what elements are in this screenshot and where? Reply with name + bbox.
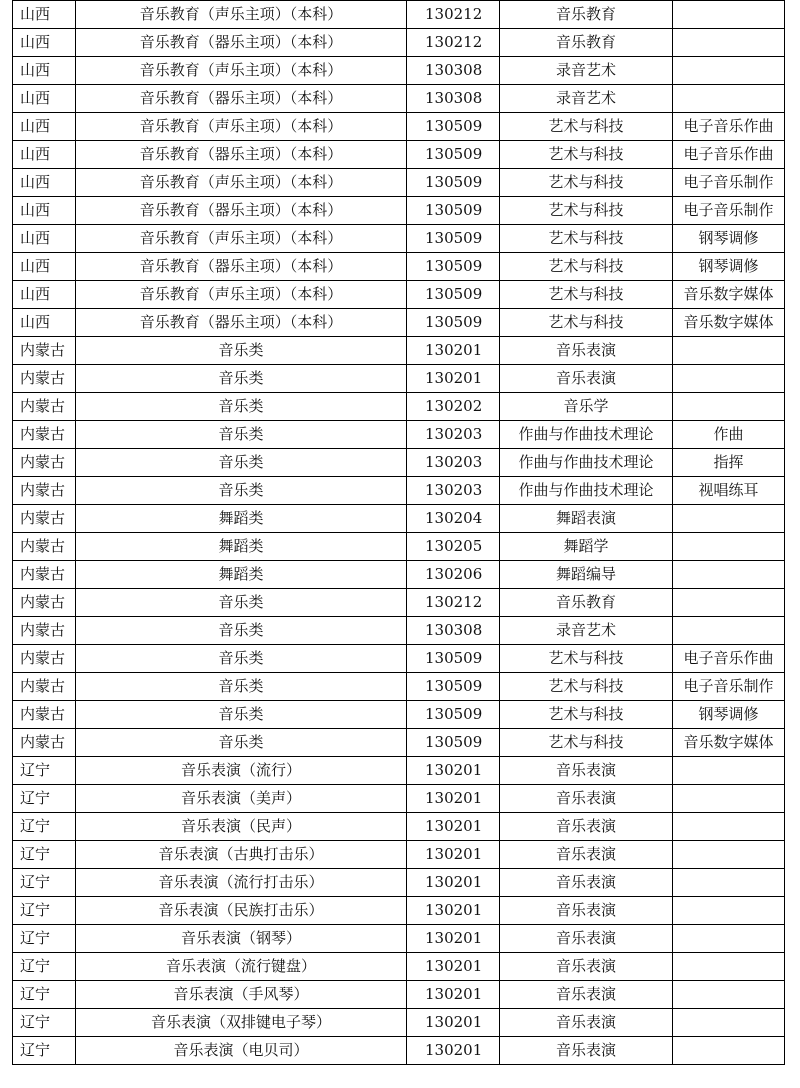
direction-cell: 钢琴调修 (673, 225, 785, 253)
major-code-cell: 130509 (407, 309, 500, 337)
table-row (13, 953, 785, 981)
major-code-cell: 130509 (407, 197, 500, 225)
province-cell: 辽宁 (13, 785, 76, 813)
major-code-cell: 130201 (407, 925, 500, 953)
province-cell: 辽宁 (13, 953, 76, 981)
exam-category-cell: 音乐教育（声乐主项）（本科） (76, 169, 407, 197)
major-name-cell: 音乐表演 (500, 953, 673, 981)
major-code-cell: 130509 (407, 141, 500, 169)
major-name-cell: 录音艺术 (500, 85, 673, 113)
table-row (13, 813, 785, 841)
direction-cell: 电子音乐作曲 (673, 141, 785, 169)
province-cell: 辽宁 (13, 813, 76, 841)
exam-category-cell: 音乐类 (76, 589, 407, 617)
major-code-cell: 130509 (407, 253, 500, 281)
table-row (13, 1, 785, 29)
province-cell: 辽宁 (13, 1037, 76, 1065)
exam-category-cell: 舞蹈类 (76, 561, 407, 589)
major-code-cell: 130308 (407, 57, 500, 85)
exam-category-cell: 音乐类 (76, 365, 407, 393)
major-name-cell: 音乐表演 (500, 813, 673, 841)
province-cell: 内蒙古 (13, 589, 76, 617)
direction-cell: 作曲 (673, 421, 785, 449)
table-row (13, 869, 785, 897)
table-body (13, 1, 785, 1065)
direction-cell (673, 337, 785, 365)
major-name-cell: 舞蹈编导 (500, 561, 673, 589)
table-row (13, 253, 785, 281)
exam-category-cell: 舞蹈类 (76, 533, 407, 561)
exam-category-cell: 音乐教育（器乐主项）（本科） (76, 309, 407, 337)
province-cell: 辽宁 (13, 757, 76, 785)
province-cell: 内蒙古 (13, 617, 76, 645)
direction-cell (673, 813, 785, 841)
major-code-cell: 130509 (407, 701, 500, 729)
table-row (13, 225, 785, 253)
table-row (13, 449, 785, 477)
table-row (13, 197, 785, 225)
exam-category-cell: 音乐表演（民声） (76, 813, 407, 841)
province-cell: 山西 (13, 57, 76, 85)
major-name-cell: 艺术与科技 (500, 281, 673, 309)
exam-category-cell: 舞蹈类 (76, 505, 407, 533)
province-cell: 山西 (13, 309, 76, 337)
exam-category-cell: 音乐类 (76, 645, 407, 673)
direction-cell (673, 57, 785, 85)
major-name-cell: 录音艺术 (500, 57, 673, 85)
direction-cell (673, 505, 785, 533)
direction-cell (673, 393, 785, 421)
major-code-cell: 130203 (407, 449, 500, 477)
major-name-cell: 音乐教育 (500, 589, 673, 617)
major-name-cell: 音乐表演 (500, 757, 673, 785)
major-code-cell: 130201 (407, 841, 500, 869)
province-cell: 山西 (13, 197, 76, 225)
exam-category-cell: 音乐教育（声乐主项）（本科） (76, 113, 407, 141)
direction-cell: 视唱练耳 (673, 477, 785, 505)
province-cell: 内蒙古 (13, 393, 76, 421)
direction-cell: 音乐数字媒体 (673, 281, 785, 309)
major-code-cell: 130201 (407, 1009, 500, 1037)
table-row (13, 505, 785, 533)
major-name-cell: 作曲与作曲技术理论 (500, 421, 673, 449)
major-name-cell: 作曲与作曲技术理论 (500, 449, 673, 477)
table-row (13, 421, 785, 449)
direction-cell (673, 365, 785, 393)
direction-cell: 钢琴调修 (673, 253, 785, 281)
province-cell: 内蒙古 (13, 729, 76, 757)
major-name-cell: 音乐表演 (500, 1037, 673, 1065)
province-cell: 山西 (13, 225, 76, 253)
major-code-cell: 130509 (407, 729, 500, 757)
province-cell: 辽宁 (13, 841, 76, 869)
province-cell: 山西 (13, 85, 76, 113)
major-name-cell: 艺术与科技 (500, 225, 673, 253)
province-cell: 内蒙古 (13, 505, 76, 533)
major-code-cell: 130205 (407, 533, 500, 561)
province-cell: 内蒙古 (13, 449, 76, 477)
table-row (13, 757, 785, 785)
table-row (13, 673, 785, 701)
major-code-cell: 130509 (407, 225, 500, 253)
exam-category-cell: 音乐教育（器乐主项）（本科） (76, 141, 407, 169)
major-name-cell: 舞蹈表演 (500, 505, 673, 533)
major-name-cell: 音乐表演 (500, 337, 673, 365)
province-cell: 山西 (13, 253, 76, 281)
table-row (13, 281, 785, 309)
table-row (13, 309, 785, 337)
major-name-cell: 音乐学 (500, 393, 673, 421)
major-code-cell: 130509 (407, 113, 500, 141)
direction-cell: 钢琴调修 (673, 701, 785, 729)
major-name-cell: 音乐教育 (500, 1, 673, 29)
direction-cell (673, 785, 785, 813)
major-name-cell: 艺术与科技 (500, 197, 673, 225)
major-code-cell: 130206 (407, 561, 500, 589)
major-code-cell: 130201 (407, 869, 500, 897)
exam-category-cell: 音乐教育（声乐主项）（本科） (76, 1, 407, 29)
direction-cell: 电子音乐制作 (673, 673, 785, 701)
table-row (13, 1037, 785, 1065)
province-cell: 内蒙古 (13, 645, 76, 673)
major-name-cell: 艺术与科技 (500, 645, 673, 673)
major-code-cell: 130203 (407, 421, 500, 449)
exam-category-cell: 音乐表演（双排键电子琴） (76, 1009, 407, 1037)
direction-cell (673, 1, 785, 29)
table-row (13, 561, 785, 589)
exam-category-cell: 音乐教育（声乐主项）（本科） (76, 57, 407, 85)
major-name-cell: 音乐表演 (500, 869, 673, 897)
table-row (13, 1009, 785, 1037)
major-code-cell: 130201 (407, 953, 500, 981)
exam-category-cell: 音乐类 (76, 673, 407, 701)
exam-category-cell: 音乐类 (76, 393, 407, 421)
province-cell: 辽宁 (13, 869, 76, 897)
direction-cell (673, 1009, 785, 1037)
direction-cell (673, 953, 785, 981)
exam-category-cell: 音乐表演（民族打击乐） (76, 897, 407, 925)
major-name-cell: 艺术与科技 (500, 169, 673, 197)
major-name-cell: 艺术与科技 (500, 729, 673, 757)
major-name-cell: 音乐表演 (500, 365, 673, 393)
table-row (13, 785, 785, 813)
exam-category-cell: 音乐类 (76, 421, 407, 449)
major-code-cell: 130201 (407, 897, 500, 925)
direction-cell (673, 1037, 785, 1065)
major-code-cell: 130201 (407, 785, 500, 813)
province-cell: 山西 (13, 141, 76, 169)
major-code-cell: 130212 (407, 29, 500, 57)
major-name-cell: 艺术与科技 (500, 309, 673, 337)
direction-cell (673, 561, 785, 589)
table-row (13, 701, 785, 729)
exam-category-cell: 音乐类 (76, 337, 407, 365)
direction-cell (673, 29, 785, 57)
province-cell: 辽宁 (13, 981, 76, 1009)
exam-category-cell: 音乐教育（声乐主项）（本科） (76, 281, 407, 309)
major-code-cell: 130308 (407, 617, 500, 645)
table-row (13, 841, 785, 869)
major-code-cell: 130509 (407, 673, 500, 701)
major-name-cell: 音乐表演 (500, 981, 673, 1009)
major-name-cell: 音乐表演 (500, 785, 673, 813)
province-cell: 辽宁 (13, 925, 76, 953)
province-cell: 山西 (13, 29, 76, 57)
province-cell: 内蒙古 (13, 421, 76, 449)
exam-category-cell: 音乐教育（声乐主项）（本科） (76, 225, 407, 253)
province-cell: 辽宁 (13, 1009, 76, 1037)
major-name-cell: 艺术与科技 (500, 701, 673, 729)
province-cell: 内蒙古 (13, 337, 76, 365)
admissions-table-container (12, 0, 784, 1065)
major-code-cell: 130509 (407, 281, 500, 309)
table-row (13, 85, 785, 113)
exam-category-cell: 音乐教育（器乐主项）（本科） (76, 29, 407, 57)
direction-cell: 电子音乐作曲 (673, 113, 785, 141)
exam-category-cell: 音乐表演（钢琴） (76, 925, 407, 953)
major-code-cell: 130509 (407, 645, 500, 673)
major-code-cell: 130201 (407, 365, 500, 393)
direction-cell: 电子音乐作曲 (673, 645, 785, 673)
exam-category-cell: 音乐表演（流行打击乐） (76, 869, 407, 897)
table-row (13, 617, 785, 645)
table-row (13, 897, 785, 925)
direction-cell (673, 869, 785, 897)
direction-cell: 音乐数字媒体 (673, 309, 785, 337)
direction-cell (673, 757, 785, 785)
major-code-cell: 130201 (407, 981, 500, 1009)
province-cell: 内蒙古 (13, 561, 76, 589)
major-code-cell: 130203 (407, 477, 500, 505)
direction-cell (673, 85, 785, 113)
exam-category-cell: 音乐表演（手风琴） (76, 981, 407, 1009)
major-code-cell: 130201 (407, 337, 500, 365)
direction-cell (673, 925, 785, 953)
direction-cell (673, 533, 785, 561)
direction-cell (673, 897, 785, 925)
province-cell: 山西 (13, 113, 76, 141)
major-name-cell: 舞蹈学 (500, 533, 673, 561)
direction-cell (673, 981, 785, 1009)
table-row (13, 589, 785, 617)
province-cell: 山西 (13, 169, 76, 197)
major-code-cell: 130212 (407, 589, 500, 617)
major-code-cell: 130509 (407, 169, 500, 197)
major-code-cell: 130204 (407, 505, 500, 533)
exam-category-cell: 音乐类 (76, 729, 407, 757)
direction-cell: 电子音乐制作 (673, 197, 785, 225)
province-cell: 辽宁 (13, 897, 76, 925)
exam-category-cell: 音乐表演（电贝司） (76, 1037, 407, 1065)
major-name-cell: 艺术与科技 (500, 673, 673, 701)
province-cell: 内蒙古 (13, 701, 76, 729)
table-row (13, 533, 785, 561)
major-name-cell: 音乐表演 (500, 925, 673, 953)
exam-category-cell: 音乐表演（古典打击乐） (76, 841, 407, 869)
exam-category-cell: 音乐表演（流行） (76, 757, 407, 785)
exam-category-cell: 音乐类 (76, 477, 407, 505)
major-name-cell: 音乐教育 (500, 29, 673, 57)
exam-category-cell: 音乐表演（流行键盘） (76, 953, 407, 981)
exam-category-cell: 音乐教育（器乐主项）（本科） (76, 85, 407, 113)
table-row (13, 57, 785, 85)
exam-category-cell: 音乐表演（美声） (76, 785, 407, 813)
major-code-cell: 130202 (407, 393, 500, 421)
direction-cell (673, 617, 785, 645)
major-code-cell: 130201 (407, 757, 500, 785)
exam-category-cell: 音乐类 (76, 701, 407, 729)
exam-category-cell: 音乐类 (76, 449, 407, 477)
province-cell: 山西 (13, 281, 76, 309)
table-row (13, 645, 785, 673)
table-row (13, 169, 785, 197)
major-name-cell: 音乐表演 (500, 897, 673, 925)
major-name-cell: 艺术与科技 (500, 113, 673, 141)
table-row (13, 141, 785, 169)
table-row (13, 393, 785, 421)
table-row (13, 981, 785, 1009)
province-cell: 内蒙古 (13, 477, 76, 505)
direction-cell (673, 841, 785, 869)
admissions-table (12, 0, 785, 1065)
major-name-cell: 艺术与科技 (500, 141, 673, 169)
table-row (13, 925, 785, 953)
table-row (13, 477, 785, 505)
major-name-cell: 作曲与作曲技术理论 (500, 477, 673, 505)
major-name-cell: 音乐表演 (500, 1009, 673, 1037)
major-code-cell: 130212 (407, 1, 500, 29)
major-code-cell: 130201 (407, 813, 500, 841)
exam-category-cell: 音乐教育（器乐主项）（本科） (76, 253, 407, 281)
major-name-cell: 录音艺术 (500, 617, 673, 645)
table-row (13, 29, 785, 57)
province-cell: 内蒙古 (13, 365, 76, 393)
major-code-cell: 130308 (407, 85, 500, 113)
direction-cell: 音乐数字媒体 (673, 729, 785, 757)
major-name-cell: 艺术与科技 (500, 253, 673, 281)
exam-category-cell: 音乐教育（器乐主项）（本科） (76, 197, 407, 225)
province-cell: 内蒙古 (13, 533, 76, 561)
province-cell: 内蒙古 (13, 673, 76, 701)
table-row (13, 365, 785, 393)
direction-cell (673, 589, 785, 617)
major-code-cell: 130201 (407, 1037, 500, 1065)
table-row (13, 113, 785, 141)
table-row (13, 337, 785, 365)
direction-cell: 电子音乐制作 (673, 169, 785, 197)
exam-category-cell: 音乐类 (76, 617, 407, 645)
major-name-cell: 音乐表演 (500, 841, 673, 869)
table-row (13, 729, 785, 757)
province-cell: 山西 (13, 1, 76, 29)
direction-cell: 指挥 (673, 449, 785, 477)
